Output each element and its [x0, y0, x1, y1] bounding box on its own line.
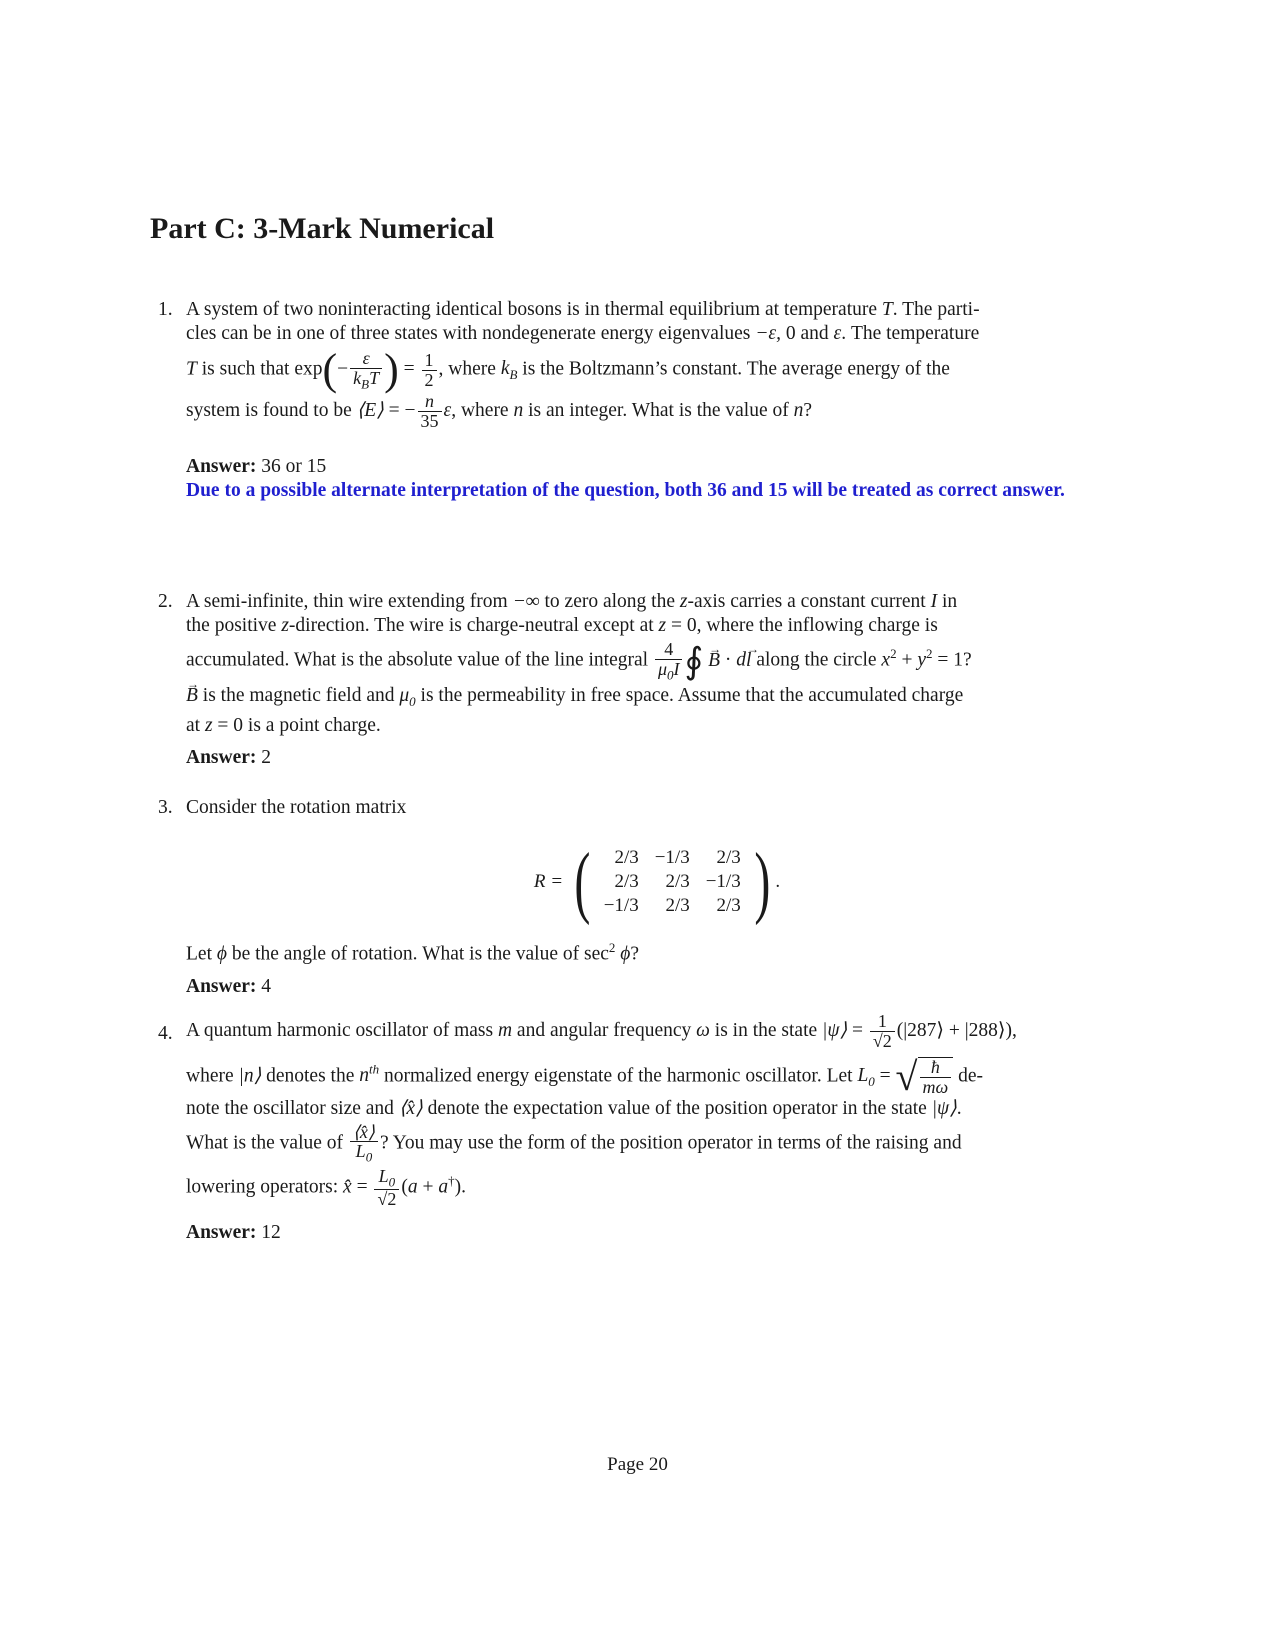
matrix-row	[596, 846, 749, 870]
matrix-cell: −1/3	[603, 895, 639, 916]
matrix-cell: −1/3	[705, 871, 741, 892]
answer-3: Answer: 4	[186, 975, 272, 997]
answer-4: Answer: 12	[186, 1221, 281, 1243]
matrix-cell: 2/3	[614, 847, 639, 868]
question-number: 3.	[158, 797, 173, 818]
matrix-cell: 2/3	[716, 895, 741, 916]
matrix-cell: 2/3	[665, 895, 690, 916]
rotation-matrix: R = ( 2/3 −1/3 2/3 2/3 2/3 −1/3 −1/3 2/3 2/3 ) .	[533, 838, 781, 926]
answer-2: Answer: 2	[186, 747, 272, 769]
question-number: 1.	[158, 299, 173, 320]
question-3: 3. Consider the rotation matrix R = ( 2/3 −1/3 2/3 2/3 2/3 −1/3 −1/3 2/3 2/3 ) . Let ϕ be the angle of rotation. What is the value of $\sec^2 \phi$? Answer: 4	[158, 796, 1128, 999]
section-heading: Part C: 3-Mark Numerical	[150, 212, 495, 245]
matrix-cell: −1/3	[654, 847, 690, 868]
matrix-row	[596, 870, 749, 894]
page-number: Page 20	[607, 1454, 668, 1475]
question-4: 4. A quantum harmonic oscillator of mass m and angular frequency ω is in the state |ψ⟩ = $\frac{1}{√2}$ (|287⟩ + |288⟩), where |n⟩ denotes the $n^{th}$ normalized energy eigenstate of the harmonic oscillator. Let $L_0$ = √ $\frac{ħ}{m\omega}$ de- note the oscillator size and ⟨x̂⟩ denote the expectation value of the position operator in the state |ψ⟩. What is the value of $\frac{⟨x̂⟩}{L_0}$ ? You may use the form of the position operator in terms of the raising and lowering operators: x̂ = $\frac{L_0}{√2}$ (a + a†). Answer: 12	[158, 1012, 1128, 1245]
question-number: 4.	[158, 1023, 173, 1044]
matrix-cell: 2/3	[614, 871, 639, 892]
question-number: 2.	[158, 591, 173, 612]
question-1: 1. A system of two noninteracting identical bosons is in thermal equilibrium at temperature T. The parti- cles can be in one of three states with nondegenerate energy eigenvalues −ε, 0 and ε. The temperature T is such that exp(− $\frac{\varepsilon}{k_BT}$ ) = $\frac{1}{2}$ , where $k_B$ is the Boltzmann’s constant. The average energy of the system is found to be ⟨E⟩ = − $\frac{n}{35}$ ε, where n is an integer. What is the value of n? Answer: 36 or 15 Due to a possible alternate interpretation of the question, both 36 and 15 will be treated as correct answer.	[158, 298, 1128, 503]
matrix-cell: 2/3	[716, 847, 741, 868]
matrix-row	[596, 894, 749, 918]
question-2: 2. A semi-infinite, thin wire extending from −∞ to zero along the z-axis carries a constant current I in the positive z-direction. The wire is charge-neutral except at z = 0, where the inflowing charge is accumulated. What is the absolute value of the line integral $\frac{4}{\mu_0I}$ ∮ → B · d→ l along the circle $x^2 + y^2 = 1$? → B is the magnetic field and $\mu_0$ is the permeability in free space. Assume that the accumulated charge at z = 0 is a point charge. Answer: 2	[158, 590, 1128, 770]
matrix-cell: 2/3	[665, 871, 690, 892]
answer-1: Answer: 36 or 15	[186, 455, 327, 477]
answer-note: Due to a possible alternate interpretation of the question, both 36 and 15 will be treated as correct answer.	[186, 479, 1065, 501]
